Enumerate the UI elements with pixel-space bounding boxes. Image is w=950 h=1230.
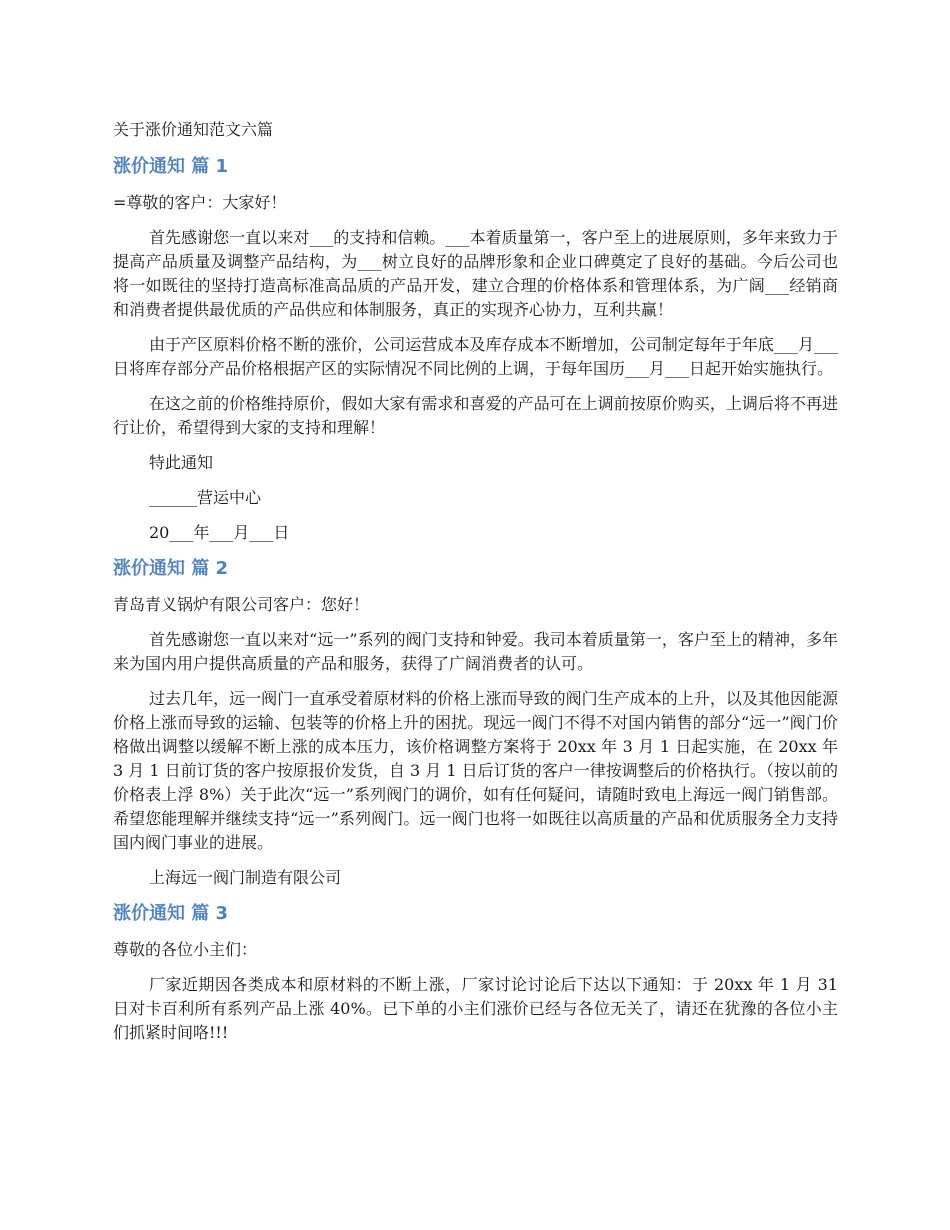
- section-heading-3: 涨价通知 篇 3: [113, 903, 229, 924]
- section-2-paragraph-1: 首先感谢您一直以来对“远一”系列的阀门支持和钟爱。我司本着质量第一，客户至上的精神，多年来为国内用户提供高质量的产品和服务，获得了广阔消费者的认可。: [113, 630, 838, 673]
- section-2: [113, 556, 838, 890]
- section-3: [113, 901, 838, 1045]
- section-3-greeting: 尊敬的各位小主们：: [113, 940, 258, 959]
- section-1-paragraph-1: 首先感谢您一直以来对___的支持和信赖。___本着质量第一，客户至上的进展原则，多年来致力于提高产品质量及调整产品结构，为___树立良好的品牌形象和企业口碑奠定了良好的基础。今后公司也将一如既往的坚持打造高标准高品质的产品开发，建立合理的价格体系和管理体系，为广阔___经销商和消费者提供最优质的产品供应和体制服务，真正的实现齐心协力，互利共赢！: [113, 228, 838, 319]
- section-1-paragraph-3: 在这之前的价格维持原价，假如大家有需求和喜爱的产品可在上调前按原价购买，上调后将不再进行让价，希望得到大家的支持和理解！: [113, 394, 838, 437]
- section-1: [113, 154, 838, 545]
- section-1-signature: ______营运中心: [149, 488, 262, 507]
- section-1-paragraph-2: 由于产区原料价格不断的涨价，公司运营成本及库存成本不断增加，公司制定每年于年底___月___日将库存部分产品价格根据产区的实际情况不同比例的上调，于每年国历___月___日起开始实施执行。: [113, 335, 838, 378]
- document-title: 关于涨价通知范文六篇: [113, 120, 274, 139]
- section-2-greeting: 青岛青义锅炉有限公司客户：您好！: [113, 595, 370, 614]
- section-2-signature: 上海远一阀门制造有限公司: [149, 868, 342, 887]
- document-page: [113, 118, 838, 1056]
- section-2-paragraph-2: 过去几年，远一阀门一直承受着原材料的价格上涨而导致的阀门生产成本的上升，以及其他因能源价格上涨而导致的运输、包装等的价格上升的困扰。现远一阀门不得不对国内销售的部分“远一”阀门价格做出调整以缓解不断上涨的成本压力，该价格调整方案将于 20xx 年 3 月 1 日起实施，在 20xx 年 3 月 1 日前订货的客户按原报价发货，自 3 月 1 日后订货的客户一律按调整后的价格执行。（按以前的价格表上浮 8%）关于此次“远一”系列阀门的调价，如有任何疑问，请随时致电上海远一阀门销售部。希望您能理解并继续支持“远一”系列阀门。远一阀门也将一如既往以高质量的产品和优质服务全力支持国内阀门事业的进展。: [113, 689, 838, 852]
- section-3-paragraph-1: 厂家近期因各类成本和原材料的不断上涨，厂家讨论讨论后下达以下通知：于 20xx 年 1 月 31 日对卡百利所有系列产品上涨 40%。已下单的小主们涨价已经与各位无关了，请还在犹豫的各位小主们抓紧时间咯!!!: [113, 975, 838, 1042]
- section-1-greeting: =尊敬的客户：大家好！: [113, 193, 287, 212]
- section-heading-2: 涨价通知 篇 2: [113, 558, 229, 579]
- section-1-date: 20___年___月___日: [149, 523, 290, 542]
- section-heading-1: 涨价通知 篇 1: [113, 156, 229, 177]
- section-1-closing: 特此通知: [149, 453, 214, 472]
